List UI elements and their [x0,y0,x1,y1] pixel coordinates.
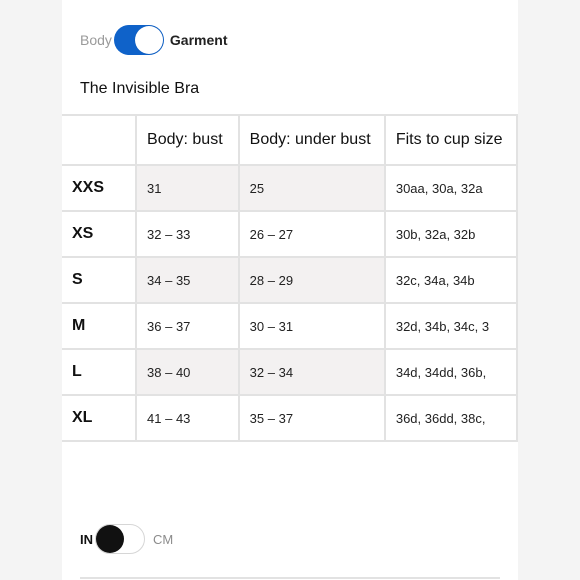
table-row [62,211,517,257]
bust-value: 36 – 37 [136,303,239,349]
bust-value: 34 – 35 [136,257,239,303]
inches-label[interactable]: IN [80,531,93,547]
cup-size-value: 34d, 34dd, 36b, [385,349,517,395]
header-bust: Body: bust [136,115,239,165]
in-cm-toggle[interactable] [95,524,145,554]
size-label: M [62,303,136,349]
size-label: XS [62,211,136,257]
body-label[interactable]: Body [80,32,112,48]
under-bust-value: 28 – 29 [239,257,385,303]
table-row [62,395,517,441]
bust-value: 31 [136,165,239,211]
size-label: XL [62,395,136,441]
table-header-row [62,115,517,165]
unit-toggle-group [80,524,173,554]
under-bust-value: 26 – 27 [239,211,385,257]
bust-value: 32 – 33 [136,211,239,257]
cup-size-value: 32c, 34a, 34b [385,257,517,303]
bust-value: 38 – 40 [136,349,239,395]
size-guide-panel [62,0,518,580]
centimeters-label[interactable]: CM [153,531,174,547]
size-label: S [62,257,136,303]
table-row [62,303,517,349]
size-label: XXS [62,165,136,211]
under-bust-value: 32 – 34 [239,349,385,395]
cup-size-value: 30aa, 30a, 32a [385,165,517,211]
header-under-bust: Body: under bust [239,115,385,165]
table-row [62,165,517,211]
fit-toggle-group [80,24,228,56]
cup-size-value: 32d, 34b, 34c, 3 [385,303,517,349]
body-garment-toggle[interactable] [114,25,164,55]
garment-label[interactable]: Garment [169,32,228,48]
toggle-knob[interactable] [96,525,124,553]
product-title: The Invisible Bra [80,80,200,97]
under-bust-value: 30 – 31 [239,303,385,349]
size-chart-table [62,114,518,442]
cup-size-value: 30b, 32a, 32b [385,211,517,257]
divider [80,577,500,579]
under-bust-value: 35 – 37 [239,395,385,441]
size-label: L [62,349,136,395]
toggle-knob[interactable] [135,26,163,54]
bust-value: 41 – 43 [136,395,239,441]
table-row [62,257,517,303]
header-size [62,115,136,165]
under-bust-value: 25 [239,165,385,211]
table-row [62,349,517,395]
header-cup-size: Fits to cup size [385,115,517,165]
cup-size-value: 36d, 36dd, 38c, [385,395,517,441]
